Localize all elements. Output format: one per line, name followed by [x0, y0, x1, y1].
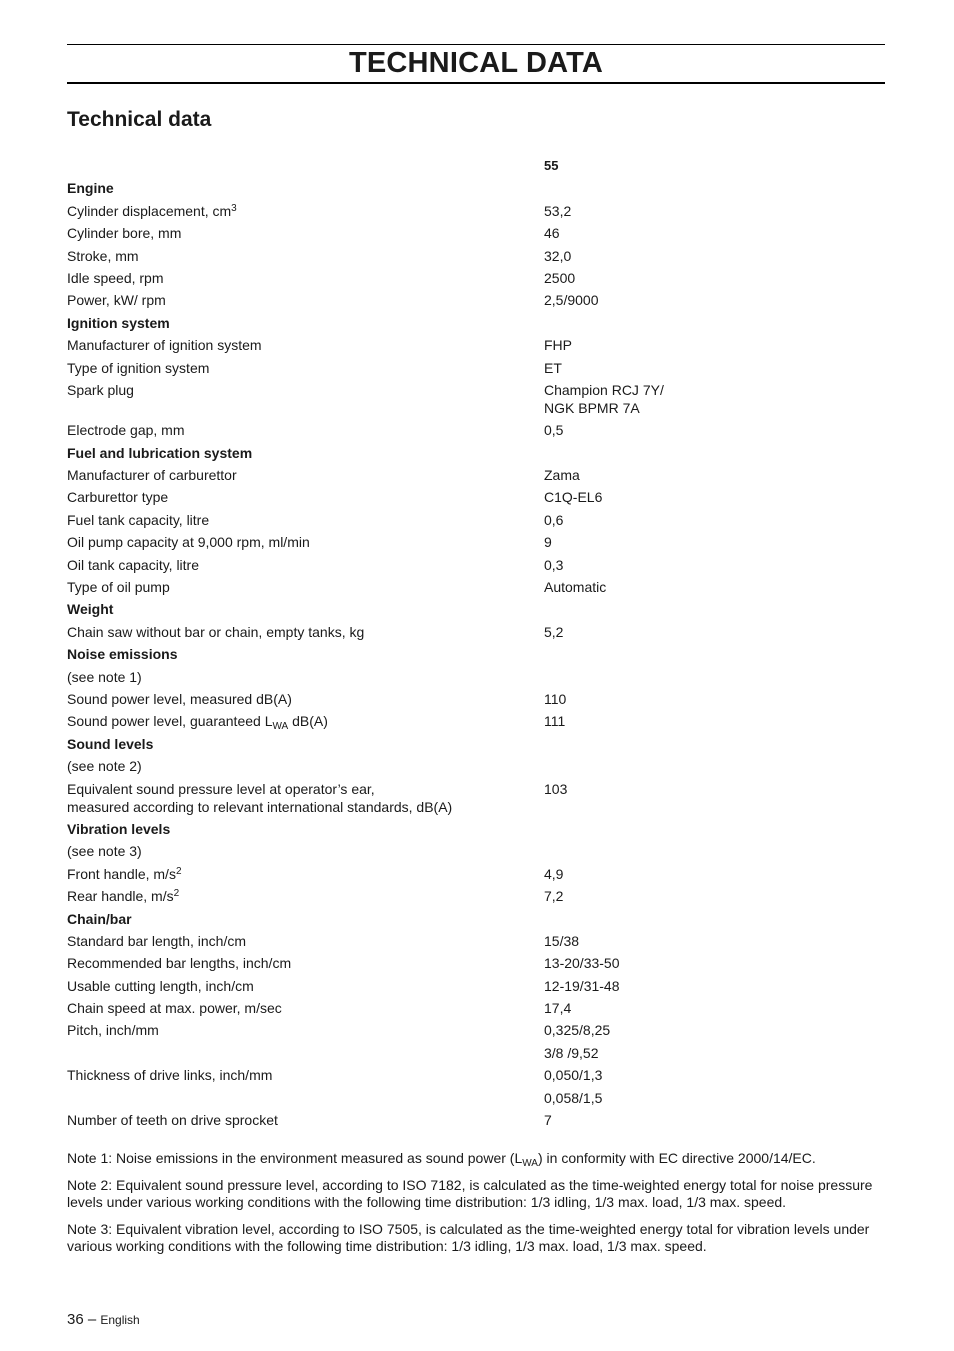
spec-value — [544, 910, 885, 928]
spec-row — [67, 554, 885, 576]
spec-row — [67, 245, 885, 267]
spec-row — [67, 621, 885, 643]
spec-label: Cylinder bore, mm — [67, 225, 182, 242]
spec-label: (see note 2) — [67, 758, 142, 775]
spec-value: 7,2 — [544, 888, 564, 905]
spec-section-heading — [67, 312, 885, 334]
spec-row — [67, 267, 885, 289]
spec-label: Thickness of drive links, inch/mm — [67, 1067, 273, 1084]
spec-value — [544, 820, 885, 838]
spec-label: Manufacturer of ignition system — [67, 337, 262, 354]
spec-row — [67, 975, 885, 997]
spec-row — [67, 334, 885, 356]
spec-row — [67, 289, 885, 311]
spec-value: FHP — [544, 337, 572, 354]
spec-rows — [67, 177, 885, 1131]
spec-value — [544, 645, 885, 663]
spec-label: Electrode gap, mm — [67, 422, 185, 439]
spec-label: Type of oil pump — [67, 579, 170, 596]
heading-label: Vibration levels — [67, 820, 171, 837]
spec-row — [67, 486, 885, 508]
spec-value: 2,5/9000 — [544, 292, 599, 309]
page-title: TECHNICAL DATA — [348, 47, 604, 79]
spec-value: 111 — [544, 713, 566, 730]
spec-value — [544, 735, 885, 753]
page-footer — [67, 1311, 140, 1328]
spec-value — [544, 842, 885, 860]
spec-value — [544, 668, 885, 686]
spec-value — [544, 444, 885, 462]
spec-section-heading — [67, 177, 885, 199]
note-1: Note 1: Noise emissions in the environment measured as sound power $(L_{WA})$ in conformity with EC directive 2000/14/EC. — [67, 1150, 816, 1169]
spec-value: 0,050/1,3 — [544, 1067, 603, 1084]
spec-value: 5,2 — [544, 623, 564, 640]
spec-value: 0,6 — [544, 511, 564, 528]
spec-label: (see note 3) — [67, 843, 142, 860]
heading-label: Chain/bar — [67, 910, 132, 927]
model-number: 55 — [544, 158, 559, 173]
spec-label: (see note 1) — [67, 668, 142, 685]
spec-value: C1Q-EL6 — [544, 489, 603, 506]
spec-row — [67, 952, 885, 974]
spec-section-heading — [67, 908, 885, 930]
spec-label: Sound power level, measured dB(A) — [67, 690, 292, 707]
spec-value: 103 — [544, 780, 568, 797]
footer-language: English — [100, 1313, 140, 1327]
spec-value: 46 — [544, 225, 560, 242]
spec-row — [67, 840, 885, 862]
heading-label: Engine — [67, 180, 114, 197]
spec-row — [67, 1019, 885, 1041]
spec-value: ET — [544, 359, 562, 376]
spec-row — [67, 576, 885, 598]
spec-row — [67, 688, 885, 710]
heading-label: Sound levels — [67, 735, 154, 752]
spec-label: Power, kW/ rpm — [67, 292, 166, 309]
spec-label: Standard bar length, inch/cm — [67, 932, 246, 949]
heading-label: Ignition system — [67, 314, 170, 331]
spec-value: Automatic — [544, 579, 607, 596]
spec-row — [67, 379, 885, 419]
spec-section-heading — [67, 442, 885, 464]
spec-value: 9 — [544, 534, 552, 551]
spec-value: 2500 — [544, 269, 576, 286]
spec-label: Stroke, mm — [67, 247, 139, 264]
spec-row — [67, 1087, 885, 1109]
spec-label: Cylinder displacement, $cm^3$ — [67, 202, 237, 219]
spec-value: 4,9 — [544, 865, 564, 882]
spec-value: 17,4 — [544, 1000, 572, 1017]
heading-label: Noise emissions — [67, 646, 178, 663]
spec-value: 0,058/1,5 — [544, 1089, 603, 1106]
spec-section-heading — [67, 643, 885, 665]
spec-label: Front handle, $m/s^2$ — [67, 865, 182, 882]
spec-value: 32,0 — [544, 247, 572, 264]
spec-label: Usable cutting length, inch/cm — [67, 977, 254, 994]
spec-value: 0,325/8,25 — [544, 1022, 611, 1039]
spec-row — [67, 778, 885, 818]
spec-section-heading — [67, 818, 885, 840]
spec-value: 3/8 /9,52 — [544, 1044, 599, 1061]
spec-label: Equivalent sound pressure level at operator’s ear, measured according to relevant international standards, dB(A) — [67, 780, 453, 815]
spec-label: Type of ignition system — [67, 359, 210, 376]
spec-row — [67, 997, 885, 1019]
spec-row — [67, 509, 885, 531]
page-number: 36 – — [67, 1311, 97, 1328]
spec-value: 12-19/31-48 — [544, 977, 620, 994]
spec-value: 15/38 — [544, 932, 580, 949]
spec-row — [67, 222, 885, 244]
spec-row — [67, 755, 885, 777]
spec-value: 13-20/33-50 — [544, 955, 620, 972]
spec-value — [544, 600, 885, 618]
spec-label: Chain saw without bar or chain, empty tanks, kg — [67, 623, 365, 640]
spec-section-heading — [67, 733, 885, 755]
note-3: Note 3: Equivalent vibration level, according to ISO 7505, is calculated as the time-weighted energy total for vibration levels under various working conditions with the following time distribution: 1/3 idling, 1/3 max. load, 1/3 max. speed. — [67, 1220, 870, 1254]
spec-label: Number of teeth on drive sprocket — [67, 1112, 278, 1129]
spec-label: Pitch, inch/mm — [67, 1022, 159, 1039]
spec-value: 53,2 — [544, 202, 572, 219]
spec-value: Champion RCJ 7Y/ NGK BPMR 7A — [544, 381, 664, 416]
spec-row — [67, 666, 885, 688]
page-header — [67, 44, 885, 84]
note-2: Note 2: Equivalent sound pressure level, according to ISO 7182, is calculated as the time-weighted energy total for noise pressure levels under various working conditions with the following time distribution: 1/3 idling, 1/3 max. load, 1/3 max. speed. — [67, 1176, 873, 1210]
notes — [67, 1150, 885, 1265]
spec-table — [67, 155, 885, 1131]
spec-row — [67, 1042, 885, 1064]
spec-label — [67, 1044, 544, 1062]
spec-value: 0,3 — [544, 556, 564, 573]
spec-label: Rear handle, $m/s^2$ — [67, 888, 180, 905]
spec-value — [544, 314, 885, 332]
spec-label: Oil tank capacity, litre — [67, 556, 200, 573]
spec-label: Oil pump capacity at 9,000 rpm, ml/min — [67, 534, 310, 551]
spec-label — [67, 1089, 544, 1107]
spec-row — [67, 863, 885, 885]
spec-value: 7 — [544, 1112, 552, 1129]
spec-row — [67, 357, 885, 379]
spec-label: Sound power level, guaranteed $L_{WA}$ dB(A) — [67, 713, 328, 733]
spec-label: Spark plug — [67, 381, 134, 398]
spec-value: 110 — [544, 690, 567, 707]
spec-label: Manufacturer of carburettor — [67, 467, 237, 484]
spec-row — [67, 710, 885, 732]
spec-row — [67, 464, 885, 486]
model-row — [67, 155, 885, 177]
spec-value: 0,5 — [544, 422, 564, 439]
spec-label: Fuel tank capacity, litre — [67, 511, 210, 528]
spec-value — [544, 757, 885, 775]
heading-label: Weight — [67, 601, 114, 618]
spec-row — [67, 1109, 885, 1131]
spec-row — [67, 531, 885, 553]
spec-label: Recommended bar lengths, inch/cm — [67, 955, 292, 972]
spec-row — [67, 885, 885, 907]
spec-value: Zama — [544, 467, 580, 484]
spec-value — [544, 179, 885, 197]
spec-row — [67, 419, 885, 441]
spec-label: Idle speed, rpm — [67, 269, 164, 286]
spec-section-heading — [67, 598, 885, 620]
spec-row — [67, 930, 885, 952]
spec-label: Carburettor type — [67, 489, 169, 506]
spec-row — [67, 1064, 885, 1086]
spec-label: Chain speed at max. power, m/sec — [67, 1000, 282, 1017]
heading-label: Fuel and lubrication system — [67, 444, 253, 461]
section-title: Technical data — [67, 108, 212, 131]
spec-row — [67, 200, 885, 222]
